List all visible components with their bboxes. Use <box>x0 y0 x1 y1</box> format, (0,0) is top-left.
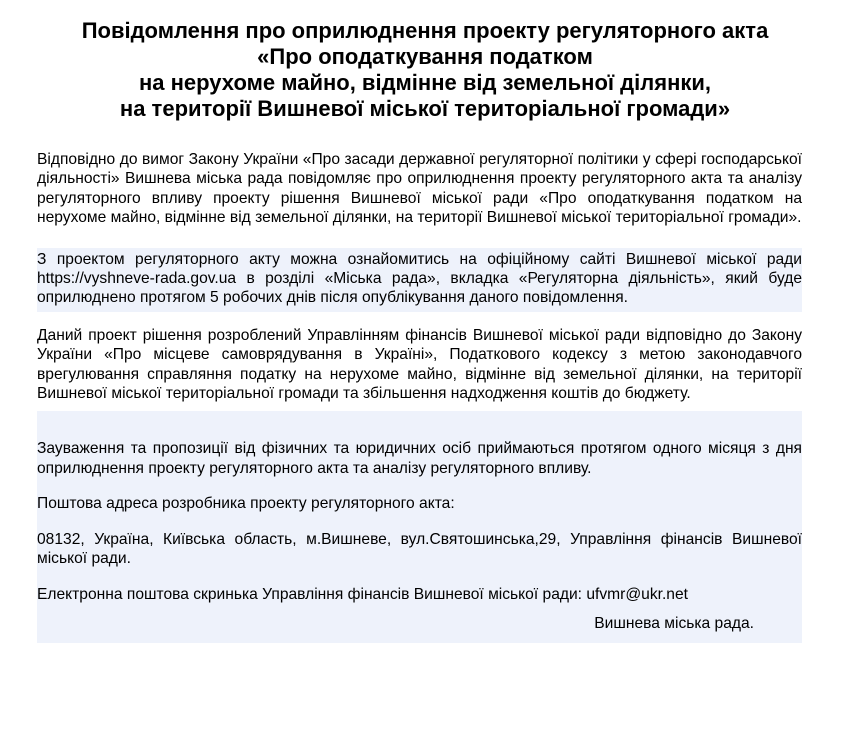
document-title <box>0 18 850 122</box>
title-line-1: Повідомлення про оприлюднення проекту регуляторного акта <box>81 18 769 43</box>
paragraph-postal-address: 08132, Україна, Київська область, м.Вишневе, вул.Святошинська,29, Управління фінансів Вишневої міської ради. <box>37 530 802 568</box>
paragraph-comments-period: Зауваження та пропозиції від фізичних та юридичних осіб приймаються протягом одного місяця з дня оприлюднення проекту регуляторного акта та аналізу регуляторного впливу. <box>37 440 802 477</box>
title-line-3: на нерухоме майно, відмінне від земельної ділянки, <box>138 70 712 95</box>
paragraph-postal-label: Поштова адреса розробника проекту регуляторного акта: <box>37 495 455 513</box>
paragraph-website-info: З проектом регуляторного акту можна ознайомитись на офіційному сайті Вишневої міської ради https://vyshneve-rada.gov.ua в розділі «Міська рада», вкладка «Регуляторна діяльність», який буде оприлюднено протягом 5 робочих днів після опублікування даного повідомлення. <box>37 248 802 312</box>
paragraph-legal-basis: Відповідно до вимог Закону України «Про засади державної регуляторної політики у сфері господарської діяльності» Вишнева міська рада повідомляє про оприлюднення проекту регуляторного акта та аналізу регуляторного впливу проекту рішення Вишневої міської ради «Про оподаткування податком на нерухоме майно, відмінне від земельної ділянки, на території Вишневої міської територіальної громади». <box>37 151 802 227</box>
signature: Вишнева міська рада. <box>594 614 754 632</box>
document-body <box>37 148 802 643</box>
paragraph-developer-info: Даний проект рішення розроблений Управлінням фінансів Вишневої міської ради відповідно до Закону України «Про місцеве самоврядування в Україні», Податкового кодексу з метою законодавчого врегулювання справляння податку на нерухоме майно, відмінне від земельної ділянки, на території Вишневої міської територіальної громади та збільшення надходження коштів до бюджету. <box>37 326 802 403</box>
title-line-4: на території Вишневої міської територіальної громади» <box>119 96 731 121</box>
title-line-2: «Про оподаткування податком <box>257 44 593 69</box>
contact-section <box>37 411 802 642</box>
paragraph-email: Електронна поштова скринька Управління фінансів Вишневої міської ради: ufvmr@ukr.net <box>37 585 688 603</box>
